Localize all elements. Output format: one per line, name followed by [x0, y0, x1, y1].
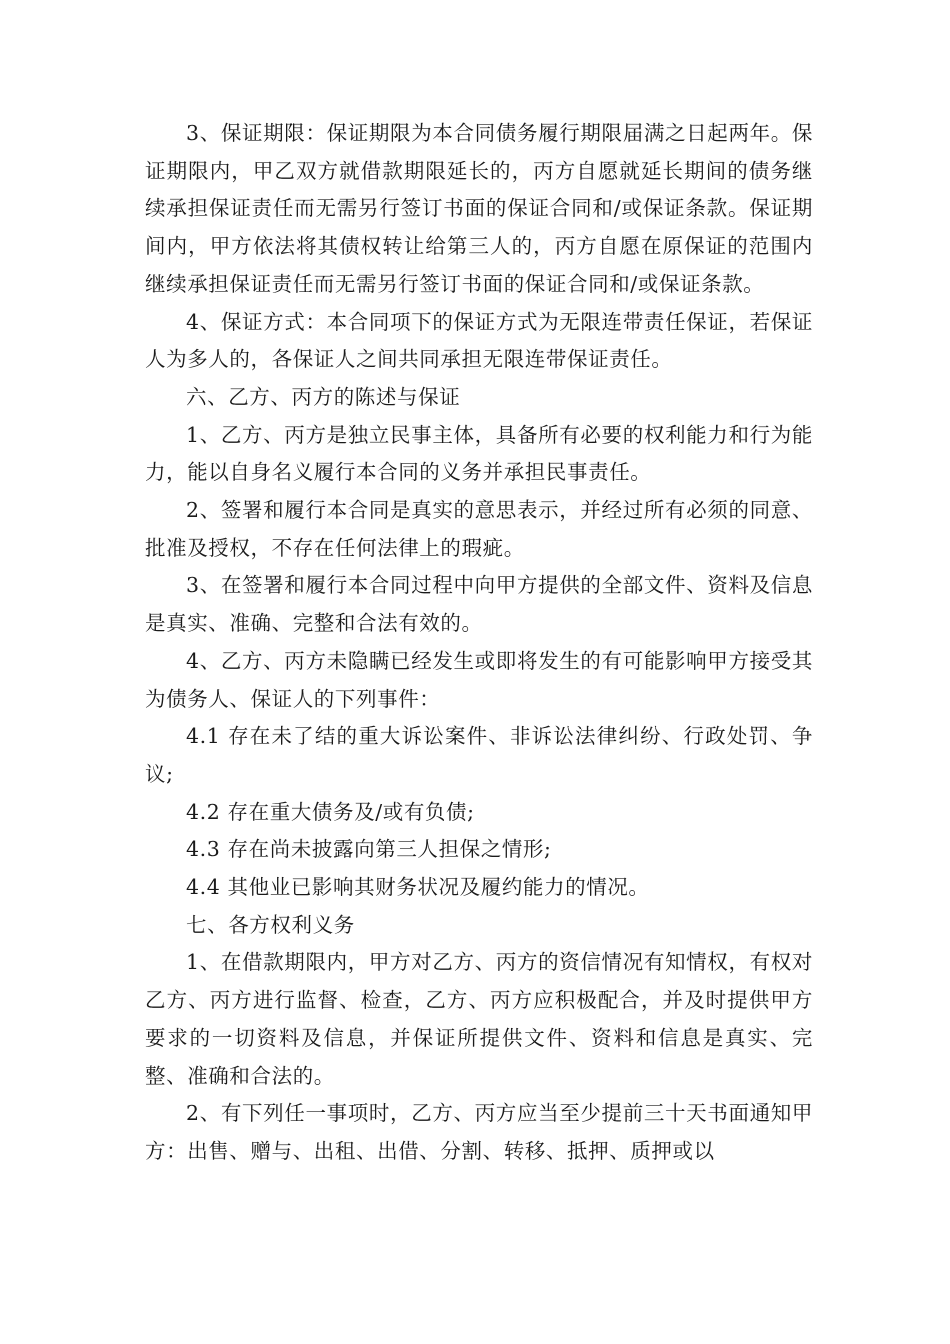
- clause-independent-entity: 1、乙方、丙方是独立民事主体，具备所有必要的权利能力和行为能力，能以自身名义履行本合同的义务并承担民事责任。: [145, 422, 813, 485]
- clause-right-to-know: 1、在借款期限内，甲方对乙方、丙方的资信情况有知情权，有权对乙方、丙方进行监督、检查，乙方、丙方应积极配合，并及时提供甲方要求的一切资料及信息，并保证所提供文件、资料和信息是真实、完整、准确和合法的。: [145, 950, 813, 1088]
- section-heading-representations: 六、乙方、丙方的陈述与保证: [186, 384, 461, 409]
- section-heading-rights-obligations: 七、各方权利义务: [186, 912, 355, 937]
- clause-guarantee-period: 3、保证期限：保证期限为本合同债务履行期限届满之日起两年。保证期限内，甲乙双方就借款期限延长的，丙方自愿就延长期间的债务继续承担保证责任而无需另行签订书面的保证合同和/或保证条款。保证期间内，甲方依法将其债权转让给第三人的，丙方自愿在原保证的范围内继续承担保证责任而无需另行签订书面的保证合同和/或保证条款。: [145, 121, 813, 296]
- clause-advance-notice: 2、有下列任一事项时，乙方、丙方应当至少提前三十天书面通知甲方：出售、赠与、出租、出借、分割、转移、抵押、质押或以: [145, 1101, 813, 1163]
- clause-guarantee-method: 4、保证方式：本合同项下的保证方式为无限连带责任保证，若保证人为多人的，各保证人之间共同承担无限连带保证责任。: [145, 309, 813, 372]
- clause-documents-true: 3、在签署和履行本合同过程中向甲方提供的全部文件、资料及信息是真实、准确、完整和合法有效的。: [145, 573, 813, 636]
- clause-genuine-intent: 2、签署和履行本合同是真实的意思表示，并经过所有必须的同意、批准及授权，不存在任何法律上的瑕疵。: [145, 498, 813, 560]
- clause-no-concealment: 4、乙方、丙方未隐瞒已经发生或即将发生的有可能影响甲方接受其为债务人、保证人的下列事件：: [145, 648, 813, 711]
- subclause-4-4: 4.4 其他业已影响其财务状况及履约能力的情况。: [186, 875, 650, 900]
- subclause-4-2: 4.2 存在重大债务及/或有负债;: [186, 799, 475, 824]
- subclause-4-1: 4.1 存在未了结的重大诉讼案件、非诉讼法律纠纷、行政处罚、争议;: [145, 724, 813, 786]
- document-body: [145, 115, 813, 1171]
- subclause-4-3: 4.3 存在尚未披露向第三人担保之情形;: [186, 837, 552, 862]
